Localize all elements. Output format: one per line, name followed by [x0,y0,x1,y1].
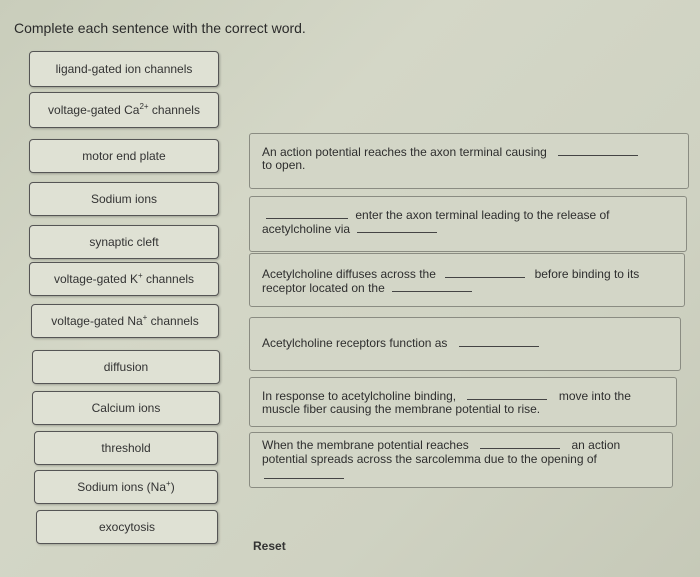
answer-drop-zone[interactable] [467,388,547,400]
word-chip-label: Sodium ions [90,192,158,206]
answer-drop-zone[interactable] [445,266,525,278]
sentence-text: An action potential reaches the axon terminal causing [262,145,547,159]
word-chip-label: ligand-gated ion channels [55,62,193,76]
sentence-text: enter the axon terminal leading to the release of [355,208,610,222]
sentence-box-4 [249,317,681,371]
instructions-heading: Complete each sentence with the correct word. [14,20,306,36]
sentence-text: acetylcholine via [262,222,351,236]
word-chip-voltage-gated-ca-channels[interactable] [29,92,219,128]
word-chip-label: exocytosis [98,520,156,534]
sentence-box-1 [249,133,689,189]
answer-drop-zone[interactable] [480,437,560,449]
sentence-text: Acetylcholine diffuses across the [262,267,436,281]
reset-button[interactable]: Reset [253,539,286,553]
word-chip-label: threshold [101,441,151,455]
word-chip-label: synaptic cleft [89,235,159,249]
word-chip-label: voltage-gated Na+ channels [51,313,199,328]
sentence-text: Acetylcholine receptors function as [262,336,448,350]
word-chip-threshold[interactable] [34,431,218,465]
sentence-text: In response to acetylcholine binding, [262,389,457,403]
sentence-text: an action [571,438,621,452]
sentence-text: receptor located on the [262,281,385,295]
sentence-box-6 [249,432,673,488]
sentence-text: move into the [558,389,631,403]
sentence-box-2 [249,196,687,252]
word-chip-sodium-ions[interactable] [29,182,219,216]
word-chip-sodium-ions-na[interactable] [34,470,218,504]
word-chip-motor-end-plate[interactable] [29,139,219,173]
word-chip-label: voltage-gated $Ca^{2+}$ channels [48,102,200,117]
word-chip-voltage-gated-na-channels[interactable] [31,304,219,338]
sentence-box-5 [249,377,677,427]
word-chip-voltage-gated-k-channels[interactable] [29,262,219,296]
answer-drop-zone[interactable] [459,335,539,347]
sentence-text: before binding to its [534,267,640,281]
sentence-text: potential spreads across the sarcolemma due to the opening of [262,452,597,466]
word-chip-synaptic-cleft[interactable] [29,225,219,259]
sentence-text: to open. [262,158,306,172]
answer-drop-zone[interactable] [266,207,348,219]
word-chip-label: diffusion [103,360,149,374]
word-chip-label: voltage-gated K+ channels [53,271,195,286]
answer-drop-zone[interactable] [357,221,437,233]
answer-drop-zone[interactable] [392,280,472,292]
word-chip-label: Sodium ions (Na+) [77,479,175,494]
word-chip-exocytosis[interactable] [36,510,218,544]
word-chip-label: Calcium ions [91,401,161,415]
sentence-box-3 [249,253,685,307]
word-chip-ligand-gated-ion-channels[interactable] [29,51,219,87]
sentence-text: muscle fiber causing the membrane potential to rise. [262,402,541,416]
word-chip-calcium-ions[interactable] [32,391,220,425]
answer-drop-zone[interactable] [264,467,344,479]
sentence-text: When the membrane potential reaches [262,438,469,452]
answer-drop-zone[interactable] [558,144,638,156]
word-chip-diffusion[interactable] [32,350,220,384]
word-chip-label: motor end plate [82,149,166,163]
